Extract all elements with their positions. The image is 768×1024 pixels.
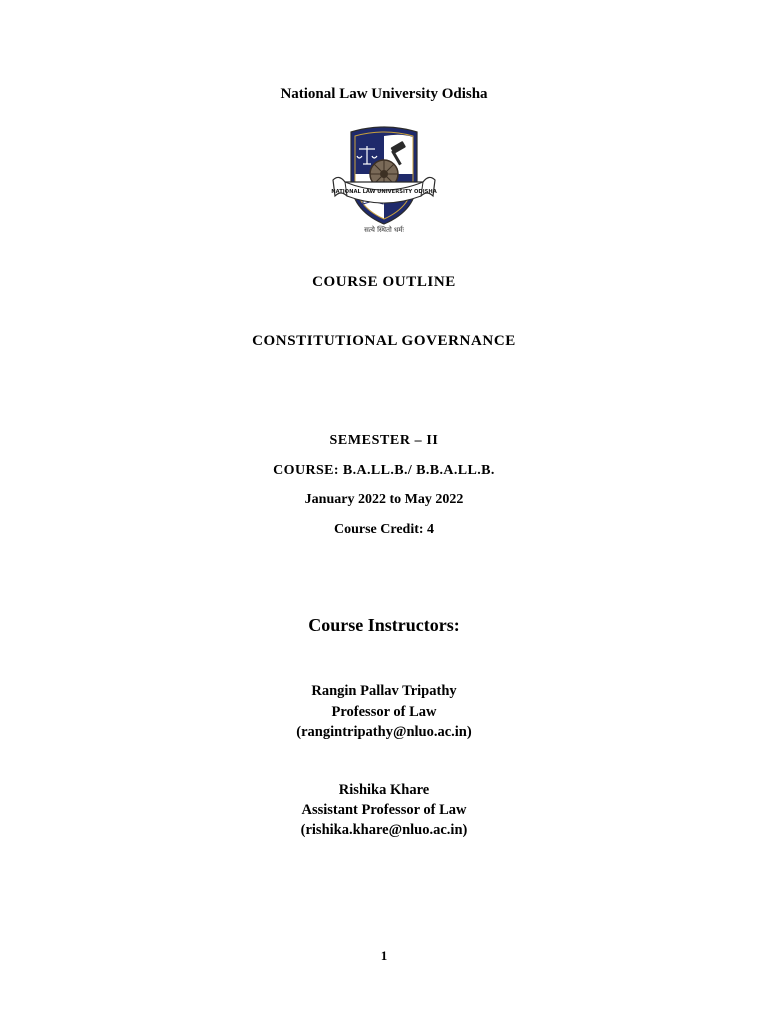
- course-label: COURSE: B.A.LL.B./ B.B.A.LL.B.: [273, 463, 495, 478]
- instructor-title: Assistant Professor of Law: [301, 802, 467, 818]
- instructors-heading: Course Instructors:: [308, 615, 460, 635]
- university-name: National Law University Odisha: [280, 86, 488, 102]
- subject-title: CONSTITUTIONAL GOVERNANCE: [252, 333, 516, 349]
- page-number: 1: [380, 948, 388, 963]
- course-outline-heading: COURSE OUTLINE: [312, 274, 456, 290]
- university-crest-logo: [329, 124, 439, 236]
- credit-label: Course Credit: 4: [333, 522, 435, 537]
- logo-motto: सत्ये स्थितो धर्मः: [364, 226, 404, 234]
- instructor-name: Rishika Khare: [338, 782, 430, 798]
- instructor-email: (rishika.khare@nluo.ac.in): [300, 822, 468, 838]
- semester-label: SEMESTER – II: [329, 433, 439, 448]
- instructor-title: Professor of Law: [331, 704, 437, 720]
- logo-banner-text: NATIONAL LAW UNIVERSITY ODISHA: [331, 189, 437, 195]
- instructor-email: (rangintripathy@nluo.ac.in): [296, 724, 472, 740]
- instructor-name: Rangin Pallav Tripathy: [311, 683, 457, 699]
- duration-label: January 2022 to May 2022: [304, 492, 464, 507]
